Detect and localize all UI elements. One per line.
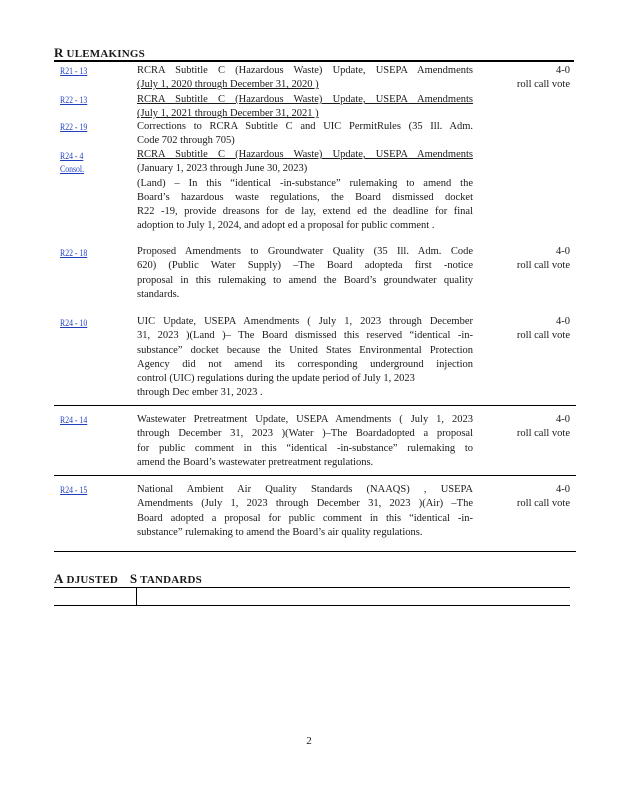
docket-link-r24-4[interactable]: R24 - 4 (60, 152, 84, 162)
page-number: 2 (306, 735, 312, 747)
divider-1 (54, 405, 576, 406)
heading-initial: R (54, 45, 64, 60)
docket-link-r24-15[interactable]: R24 - 15 (60, 486, 88, 496)
rulemaking-entry-r22-19: Corrections to RCRA Subtitle C and UIC PermitRules (35 Ill. Adm. Code 702 through 705) (137, 121, 473, 147)
adjusted-table-divider (136, 588, 137, 606)
vote-r24-15: 4-0 roll call vote (516, 484, 570, 510)
vote-r24-10: 4-0 roll call vote (516, 316, 570, 342)
docket-link-r21-13[interactable]: R21 - 13 (60, 67, 88, 77)
rulemakings-heading (54, 45, 145, 61)
adjusted-standards-heading: A DJUSTED S TANDARDS (54, 571, 202, 586)
rulemaking-entry-r21-13: RCRA Subtitle C (Hazardous Waste) Update, USEPA Amendments (July 1, 2020 through December 31, 2020 ) (137, 65, 473, 91)
rulemaking-entry-r24-15: National Ambient Air Quality Standards (NAAQS) , USEPA Amendments (July 1, 2023 through December 31, 2023 )(Air) –The Board adopted a proposal for public comment in this “identical -in- substance” rulemaking to amend the Board’s air quality regulations. (137, 484, 473, 538)
docket-link-r22-13[interactable]: R22 - 13 (60, 96, 88, 106)
rulemaking-entry-r24-10: UIC Update, USEPA Amendments ( July 1, 2023 through December 31, 2023 )(Land )– The Board dismissed this reserved “identical -in- substance” docket because the United States Environmental Protection Agency did not amend its corresponding underground injection control (UIC) regulations during the update period of July 1, 2023 through Dec ember 31, 2023 . (137, 316, 473, 399)
rulemaking-entry-r24-14: Wastewater Pretreatment Update, USEPA Amendments ( July 1, 2023 through December 31, 2023 )(Water )–The Boardadopted a proposal for public comment in this “identical -in-substance” rulemaking to amend the Board’s wastewater pretreatment regulations. (137, 414, 473, 468)
vote-r22-18: 4-0 roll call vote (516, 246, 570, 272)
vote-r21-13: 4-0 roll call vote (516, 65, 570, 91)
divider-3 (54, 551, 576, 552)
adjusted-table-bottom (54, 605, 570, 606)
heading-rule (54, 60, 574, 62)
rulemaking-entry-r22-13: RCRA Subtitle C (Hazardous Waste) Update, USEPA Amendments (July 1, 2021 through December 31, 2021 ) (137, 94, 473, 120)
vote-r24-14: 4-0 roll call vote (516, 414, 570, 440)
docket-link-r22-19[interactable]: R22 - 19 (60, 123, 88, 133)
adjusted-heading-rule (54, 587, 570, 588)
divider-2 (54, 475, 576, 476)
docket-link-r24-10[interactable]: R24 - 10 (60, 319, 88, 329)
docket-link-r24-14[interactable]: R24 - 14 (60, 416, 88, 426)
heading-rest: ULEMAKINGS (66, 48, 145, 60)
docket-link-r22-18[interactable]: R22 - 18 (60, 249, 88, 259)
docket-consol-label[interactable]: Consol. (60, 165, 85, 175)
rulemaking-entry-r24-4: RCRA Subtitle C (Hazardous Waste) Update, USEPA Amendments (January 1, 2023 through June 30, 2023) (Land) – In this “identical -in-substance” rulemaking to amend the Board’s hazardous waste regulations, the Board dismissed docket R22 -19, provide dreasons for de lay, extend ed the deadline for final adoption to July 1, 2024, and adopt ed a proposal for public comment . (137, 149, 473, 232)
rulemaking-entry-r22-18: Proposed Amendments to Groundwater Quality (35 Ill. Adm. Code 620) (Public Water Supply) –The Board adopteda first -notice proposal in this rulemaking to amend the Board’s groundwater quality standards. (137, 246, 473, 300)
